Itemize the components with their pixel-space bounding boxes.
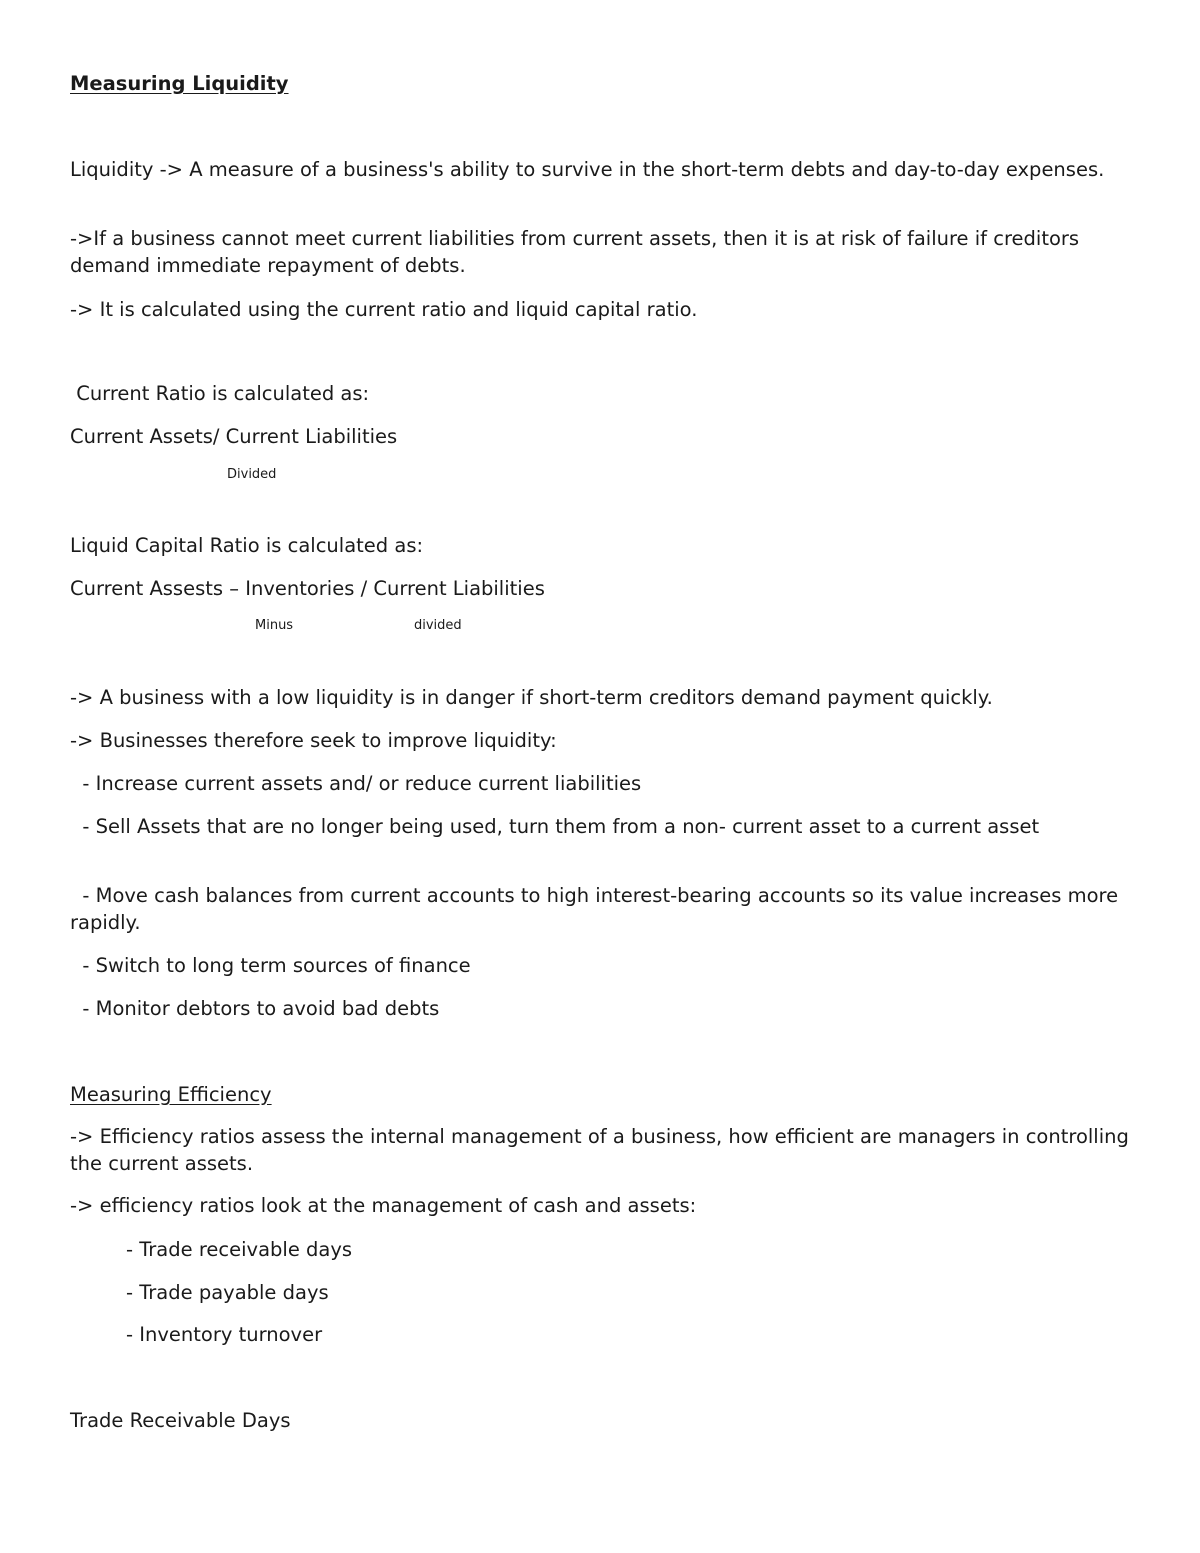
current-ratio-label: Current Ratio is calculated as: <box>70 382 370 405</box>
improve-item: - Increase current assets and/ or reduce current liabilities <box>70 772 642 795</box>
improve-item: - Monitor debtors to avoid bad debts <box>70 997 440 1020</box>
efficiency-assess: -> Efficiency ratios assess the internal management of a business, how efficient are managers in controlling the current assets. <box>70 1125 1129 1175</box>
liquid-ratio-minus-note: Minus <box>255 618 294 633</box>
improve-liquidity-intro: -> Businesses therefore seek to improve liquidity: <box>70 729 557 752</box>
liquid-ratio-divided-note: divided <box>414 618 462 633</box>
current-ratio-operator-note: Divided <box>227 467 277 482</box>
heading-trade-receivable-days: Trade Receivable Days <box>70 1409 291 1432</box>
efficiency-ratio-item: - Inventory turnover <box>126 1323 323 1346</box>
improve-item: - Move cash balances from current accounts to high interest-bearing accounts so its value increases more rapidly. <box>70 884 1125 934</box>
efficiency-ratio-item: - Trade payable days <box>126 1281 329 1304</box>
liquidity-calculation-note: -> It is calculated using the current ratio and liquid capital ratio. <box>70 298 698 321</box>
efficiency-ratio-item: - Trade receivable days <box>126 1238 353 1261</box>
current-ratio-formula: Current Assets/ Current Liabilities <box>70 425 398 448</box>
liquid-capital-ratio-formula: Current Assests – Inventories / Current Liabilities <box>70 577 545 600</box>
efficiency-look-at: -> efficiency ratios look at the management of cash and assets: <box>70 1194 697 1217</box>
liquid-capital-ratio-label: Liquid Capital Ratio is calculated as: <box>70 534 424 557</box>
improve-item: - Sell Assets that are no longer being used, turn them from a non- current asset to a current asset <box>70 815 1040 838</box>
heading-measuring-efficiency: Measuring Efficiency <box>70 1083 272 1106</box>
improve-item: - Switch to long term sources of finance <box>70 954 471 977</box>
liquidity-definition: Liquidity -> A measure of a business's ability to survive in the short-term debts and day-to-day expenses. <box>70 158 1105 181</box>
heading-measuring-liquidity: Measuring Liquidity <box>70 72 289 95</box>
low-liquidity-note: -> A business with a low liquidity is in danger if short-term creditors demand payment quickly. <box>70 686 993 709</box>
liquidity-risk: ->If a business cannot meet current liabilities from current assets, then it is at risk of failure if creditors demand immediate repayment of debts. <box>70 227 1080 277</box>
